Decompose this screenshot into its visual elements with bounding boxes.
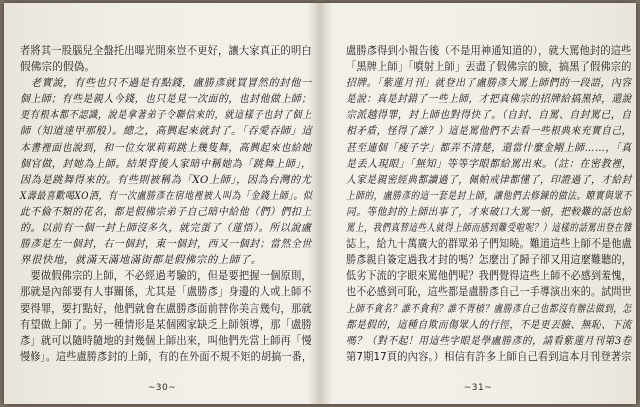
right-page-body [346, 43, 632, 365]
text-line: 相矛盾，怪得了誰？）這是罵他們不去看一些根典來充實自己， [346, 125, 632, 138]
text-line: 盧勝彥得到小報告後（不是用神通知道的），就大罵他封的這些 [346, 45, 632, 57]
text-line: 第7期17頁的內容。）相信有許多上師自己看到這本月刊登著宗 [346, 350, 632, 363]
text-line: 那就是內部要有人事關係，尤其是「盧勝彥」身邊的人或上師不 [20, 286, 312, 299]
text-line: 低劣下流的字眼來罵他們呢？我們覺得這些上師不必感到羞愧， [346, 270, 632, 283]
text-line: 因為是跳舞得來的。有些則被稱為「XO上師」，因為台灣的尤 [20, 173, 312, 186]
text-line: 彥」就可以隨時隨地的封幾個上師出來，叫他們先當上師再「慢 [20, 334, 312, 347]
right-page [320, 3, 636, 404]
text-line: 誌上，給九十萬廣大的群眾弟子們知曉。難道這些上師不是他盧 [346, 238, 632, 251]
text-line: 師（知道達甲那般）。總之，高興起來就封了。「吞愛吞師」這 [20, 125, 313, 138]
text-line: 界很快地，就滿天滿地滿街都是假佛宗的上師了。 [20, 254, 262, 267]
text-line: 的。以前有一個一封上師沒多久，就完蛋了（蓮悟）。所以說盧 [20, 222, 312, 235]
text-line: 個官做，封她為上師。結果背後人家暗中稱她為「跳舞上師」， [20, 157, 312, 170]
text-line: 都是假的，這種自欺而傷眾人的行徑，不是更丟臉、無恥、下流 [346, 318, 632, 331]
text-line: 罵上，我們真替這些人就得上師而感到難受啦呢？）這樣的話罵出登在雜 [346, 222, 632, 235]
page-number-right: ~31~ [463, 383, 493, 393]
text-line: 「黑牌上師」「噴射上師」丟盡了假佛宗的臉，搞黑了假佛宗的 [346, 61, 632, 74]
text-line: 也不必感到可恥，這些都是盧勝彥自己一手導演出來的。試問世 [346, 286, 632, 299]
text-line: 嗎？（對不起！用這些字眼是學盧勝彥的，請看紫蓮月刊第3卷 [346, 334, 633, 347]
left-page-body [20, 43, 312, 365]
text-line: 有望做上師了。另一種情形是某個國家缺乏上師領導，那「盧勝 [20, 318, 312, 331]
page-number-left: ~30~ [147, 383, 177, 393]
text-line: 勝彥是左一個封，右一個封，東一個封，西又一個封；當然全世 [20, 238, 312, 251]
text-line: 此不倫不類的花名，都是假佛宗弟子自己暗中給他（們）們扣上 [20, 205, 312, 218]
text-line: 慢修」。這些盧勝彥封的上師，有的在外面不規不矩的胡搞一番， [20, 350, 313, 363]
text-line: 假佛宗的假偽。 [20, 61, 96, 74]
text-line: 要得罪，要打點好，他們就會在盧勝彥面前替你美言幾句，那就 [20, 302, 312, 315]
text-line: 招牌。「紫蓮月刊」就登出了盧勝彥大罵上師們的一段語，內容 [346, 77, 632, 90]
text-line: X壽最喜歡喝XO酒，有一次盧勝彥在宿地裡被人叫為「金錢上師」。似 [20, 189, 313, 202]
text-line: 同。等他封的上師出事了，才來破口大罵一頓，把較難的話也給 [346, 205, 632, 218]
text-line: 者將其一股腦兒全盤托出曝光開來豈不更好，讓大家真正的明白 [20, 45, 312, 57]
text-line: 個上師；有些是親人今錢，也只是見一次面的，也封他做上師； [20, 93, 312, 106]
text-line: 上師不貪名？誰不貪利？誰不胥槓？盧勝彥自己也都沒有辦法做到，怎 [346, 302, 632, 315]
text-line: 本書裡面也說到，和一位女眾莉莉跳上幾隻舞，高興起來也給她 [20, 141, 312, 154]
text-line: 要做假佛宗的上師，不必經過考驗的，但是要把握一個原則， [20, 270, 312, 283]
text-line: 甚至連個「瘦子字」都弄不清楚，還當什麼金剛上師……，「真 [346, 141, 632, 154]
text-line: 勝彥親自簽定過我才封的嗎？怎麼出了歸子卻又用這麼難聽的， [346, 254, 632, 267]
text-line: 上師的，盧勝彥的這一套是封上師，讓他們去修鍊的做法。瞭實與眾不 [346, 189, 632, 202]
text-line: 是丢人現眼」「無知」等等字眼都給罵出來。（註：在密教裡， [346, 157, 633, 170]
text-line: 更有根本都不認識，說是拿著弟子令聯信來的，就這樣子也封了個上 [20, 109, 312, 122]
text-line: 宗派越得罪，封上師也對得快了。（自封、自罵、自封罵已，自 [346, 109, 632, 122]
text-line: 老實說，有些也只不過是有點錢，盧勝彥就買冒然的封他一 [20, 77, 312, 90]
left-page [4, 3, 320, 404]
text-line: 人家是親密經典都讀過了，佩帕戒律都懂了，印證過了，才給封 [346, 173, 632, 186]
text-line: 是說：真是封錯了一些上師，才把真佛宗的招牌給搞黑掉，還說 [346, 93, 632, 106]
book-spread [4, 3, 636, 404]
